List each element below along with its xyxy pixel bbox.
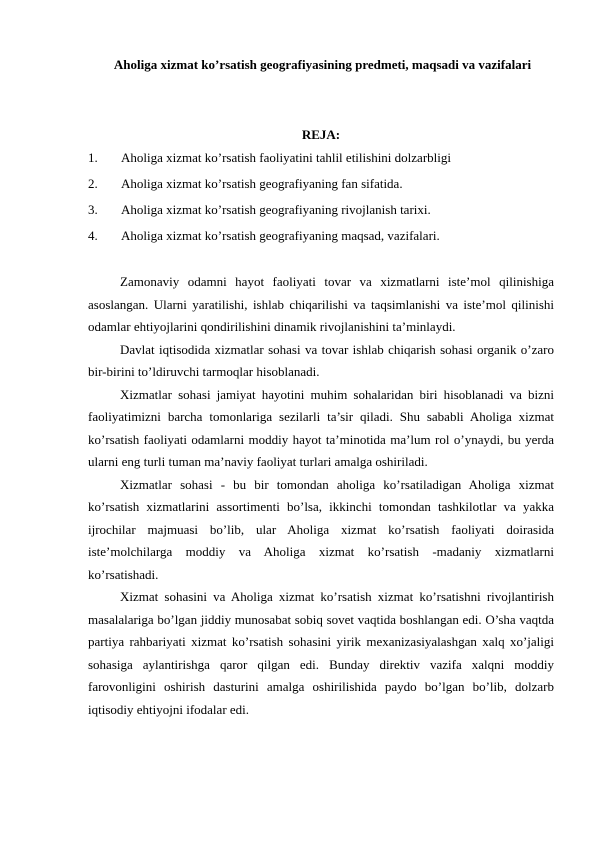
plan-item-text: Aholiga xizmat ko’rsatish geografiyaning fan sifatida. bbox=[121, 176, 403, 191]
plan-item bbox=[88, 202, 558, 228]
plan-item bbox=[88, 176, 558, 202]
document-body bbox=[88, 271, 554, 721]
plan-item bbox=[88, 228, 558, 254]
paragraph: Xizmat sohasini va Aholiga xizmat ko’rsatish xizmat ko’rsatishni rivojlantirish masalalariga bo’lgan jiddiy munosabat sobiq sovet vaqtida boshlangan edi. O’sha vaqtda partiya rahbariyati xizmat ko’rsatish sohasini yirik mexanizasiyalashgan xalq xo’jaligi sohasiga aylantirishga qaror qilgan edi. Bunday direktiv vazifa xalqni moddiy farovonligini oshirish dasturini amalga oshirilishida paydo bo’lgan bo’lib, dolzarb iqtisodiy ehtiyojni ifodalar edi. bbox=[88, 589, 554, 717]
plan-item-text: Aholiga xizmat ko’rsatish geografiyaning maqsad, vazifalari. bbox=[121, 228, 440, 243]
plan-item-text: Aholiga xizmat ko’rsatish geografiyaning rivojlanish tarixi. bbox=[121, 202, 431, 217]
paragraph: Xizmatlar sohasi - bu bir tomondan aholiga ko’rsatiladigan Aholiga xizmat ko’rsatish xizmatlarini assortimenti bo’lsa, ikkinchi tomondan tashkilotlar va yakka ijrochilar majmuasi bo’lib, ular Aholiga xizmat ko’rsatish faoliyati doirasida iste’molchilarga moddiy va Aholiga xizmat ko’rsatish -madaniy xizmatlarni ko’rsatishadi. bbox=[88, 476, 554, 582]
plan-list bbox=[88, 150, 558, 254]
plan-item-number: 4. bbox=[88, 228, 98, 243]
document-title: Aholiga xizmat ko’rsatish geografiyasining predmeti, maqsadi va vazifalari bbox=[113, 57, 532, 72]
paragraph: Xizmatlar sohasi jamiyat hayotini muhim sohalaridan biri hisoblanadi va bizni faoliyatimizni barcha tomonlariga sezilarli ta’sir qiladi. Shu sababli Aholiga xizmat ko’rsatish faoliyati odamlarni moddiy hayot ta’minotida ma’lum rol o’ynaydi, bu yerda ularni eng turli tuman ma’naviy faoliyat turlari amalga oshiriladi. bbox=[88, 386, 554, 469]
paragraph: Zamonaviy odamni hayot faoliyati tovar va xizmatlarni iste’mol qilinishiga asoslangan. Ularni yaratilishi, ishlab chiqarilishi va taqsimlanishi va iste’mol qilinishi odamlar ehtiyojlarini qondirilishini dinamik rivojlanishini ta’minlaydi. bbox=[88, 274, 554, 334]
plan-item-number: 3. bbox=[88, 202, 98, 217]
plan-item-number: 2. bbox=[88, 176, 98, 191]
paragraph: Davlat iqtisodida xizmatlar sohasi va tovar ishlab chiqarish sohasi organik o’zaro bir-birini to’ldiruvchi tarmoqlar hisoblanadi. bbox=[88, 341, 554, 379]
plan-item bbox=[88, 150, 558, 176]
plan-item-number: 1. bbox=[88, 150, 98, 165]
plan-item-text: Aholiga xizmat ko’rsatish faoliyatini tahlil etilishini dolzarbligi bbox=[121, 150, 451, 165]
plan-heading: REJA: bbox=[301, 127, 341, 142]
